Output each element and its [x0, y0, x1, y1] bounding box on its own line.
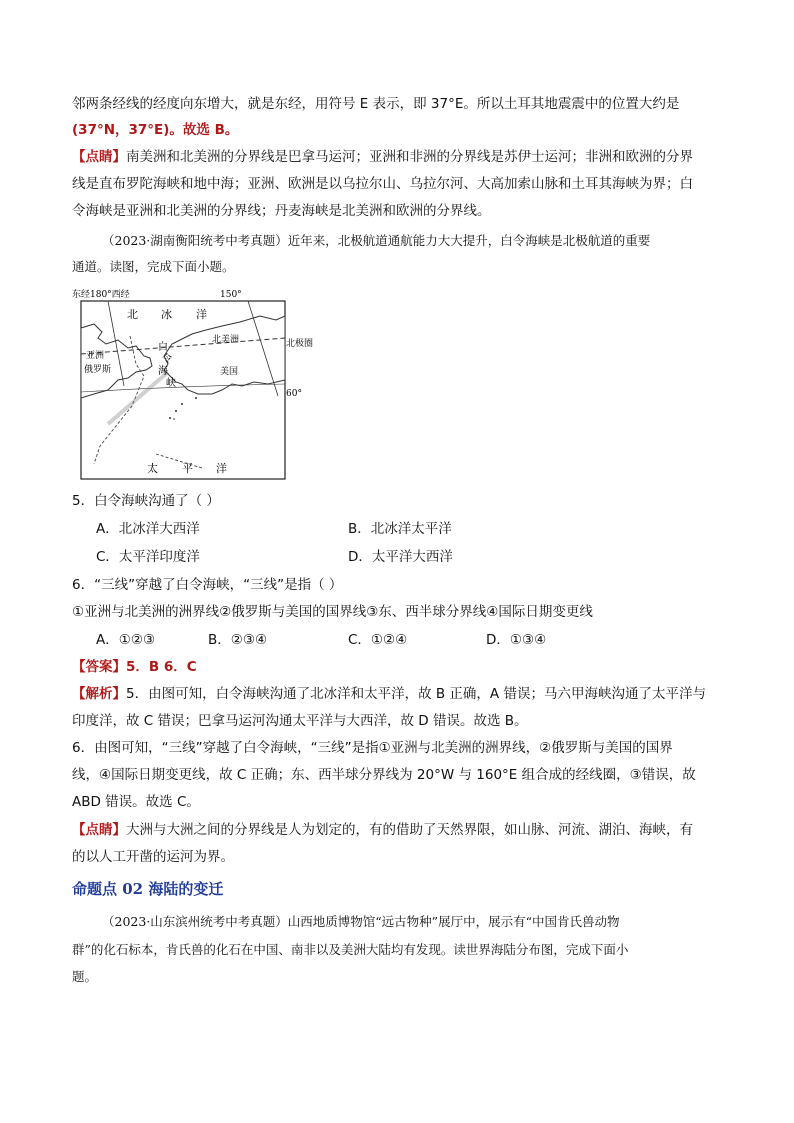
analysis-line: 6．由图可知，“三线”穿越了白令海峡，“三线”是指①亚洲与北美洲的洲界线，②俄罗斯与美国的国界 — [72, 740, 673, 756]
analysis-tag: 【解析】 — [72, 686, 126, 702]
comment-line: 线是直布罗陀海峡和地中海；亚洲、欧洲是以乌拉尔山、乌拉尔河、大高加索山脉和土耳其海峡为界；白 — [72, 176, 693, 192]
question-intro: 通道。读图，完成下面小题。 — [72, 259, 235, 274]
strait-char: 令 — [162, 354, 172, 365]
comment-line: 的以人工开凿的运河为界。 — [72, 849, 234, 865]
analysis-line: 印度洋，故 C 错误；巴拿马运河沟通太平洋与大西洋，故 D 错误。故选 B。 — [72, 713, 528, 729]
bering-strait-map — [72, 286, 332, 484]
option-d: D．①③④ — [486, 632, 547, 648]
arctic-ocean-char: 冰 — [161, 308, 172, 321]
question-intro: （2023·湖南衡阳统考中考真题）近年来，北极航道通航能力大大提升，白令海峡是北极航道的重要 — [102, 233, 651, 248]
section-heading: 命题点 02 海陆的变迁 — [72, 880, 224, 898]
comment-line — [72, 147, 693, 167]
analysis-line: ABD 错误。故选 C。 — [72, 794, 200, 810]
label-russia: 俄罗斯 — [84, 365, 112, 375]
analysis-line: 线，④国际日期变更线，故 C 正确；东、西半球分界线为 20°W 与 160°E 组合成的经线圈，③错误，故 — [72, 767, 696, 783]
arctic-ocean-char: 洋 — [196, 308, 207, 321]
label-usa: 美国 — [220, 367, 239, 377]
option-d: D．太平洋大西洋 — [348, 549, 453, 565]
arctic-ocean-char: 北 — [127, 308, 138, 321]
question-intro: 题。 — [72, 969, 98, 984]
strait-char: 峡 — [166, 378, 176, 389]
label-top-left: 东经180°西经 — [72, 290, 130, 300]
pacific-char: 洋 — [216, 462, 227, 475]
label-north-america: 北美洲 — [212, 335, 240, 345]
pacific-char: 平 — [182, 462, 193, 475]
question-intro: 群”的化石标本，肯氏兽的化石在中国、南非以及美洲大陆均有发现。读世界海陆分布图，完成下面小 — [72, 942, 629, 957]
paragraph-line: (37°N，37°E)。故选 B。 — [72, 122, 239, 138]
comment-line — [72, 820, 693, 840]
label-asia: 亚洲 — [86, 351, 105, 361]
question-items: ①亚洲与北美洲的洲界线②俄罗斯与美国的国界线③东、西半球分界线④国际日期变更线 — [72, 604, 593, 620]
question-stem: 5．白令海峡沟通了（ ） — [72, 493, 220, 509]
comment-tag: 【点睛】 — [72, 822, 126, 838]
strait-char: 白 — [158, 342, 168, 353]
answer-text: 5．B 6．C — [126, 659, 197, 675]
analysis-text: 5．由图可知，白令海峡沟通了北冰洋和太平洋，故 B 正确，A 错误；马六甲海峡沟通了太平洋与 — [126, 686, 706, 702]
pacific-char: 太 — [147, 462, 158, 475]
question-intro: （2023·山东滨州统考中考真题）山西地质博物馆“远古物种”展厅中，展示有“中国肯氏兽动物 — [102, 914, 620, 929]
option-b: B．北冰洋太平洋 — [348, 521, 452, 537]
option-a: A．北冰洋大西洋 — [96, 521, 200, 537]
label-60: 60° — [286, 389, 302, 399]
option-b: B．②③④ — [208, 632, 268, 648]
answer-tag: 【答案】 — [72, 659, 126, 675]
answer-line — [72, 657, 197, 677]
strait-char: 海 — [158, 366, 168, 377]
analysis-line — [72, 684, 706, 704]
option-c: C．①②④ — [348, 632, 408, 648]
comment-line: 令海峡是亚洲和北美洲的分界线；丹麦海峡是北美洲和欧洲的分界线。 — [72, 203, 491, 219]
paragraph-line: 邻两条经线的经度向东增大，就是东经，用符号 E 表示，即 37°E。所以土耳其地震震中的位置大约是 — [72, 96, 680, 112]
label-150: 150° — [220, 290, 242, 300]
question-stem: 6．“三线”穿越了白令海峡，“三线”是指（ ） — [72, 577, 343, 593]
label-arctic-circle: 北极圈 — [286, 339, 314, 349]
comment-text: 南美洲和北美洲的分界线是巴拿马运河；亚洲和非洲的分界线是苏伊士运河；非洲和欧洲的分界 — [126, 149, 693, 165]
comment-text: 大洲与大洲之间的分界线是人为划定的，有的借助了天然界限，如山脉、河流、湖泊、海峡，有 — [126, 822, 693, 838]
comment-tag: 【点睛】 — [72, 149, 126, 165]
option-c: C．太平洋印度洋 — [96, 549, 200, 565]
option-a: A．①②③ — [96, 632, 156, 648]
